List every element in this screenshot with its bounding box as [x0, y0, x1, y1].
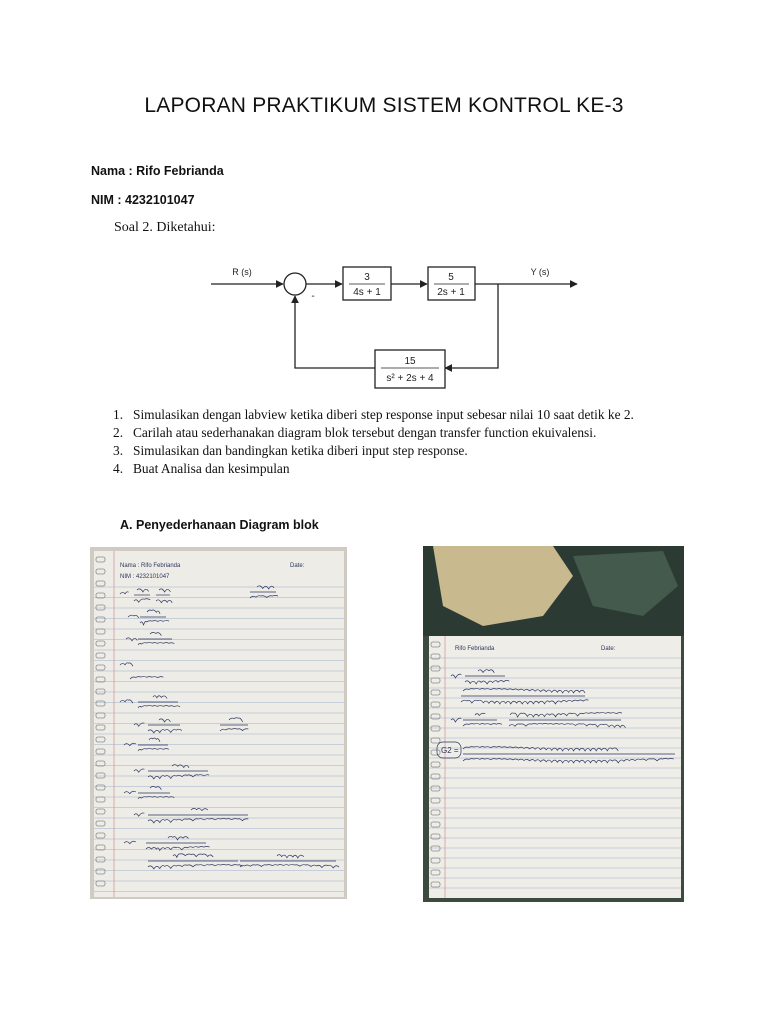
- task-list: [113, 406, 634, 478]
- problem-intro: Soal 2. Diketahui:: [114, 220, 216, 235]
- block-g1-numerator: 3: [364, 272, 370, 283]
- input-label: R (s): [232, 267, 252, 277]
- task-item: 1. Simulasikan dengan labview ketika diberi step response input sebesar nilai 10 saat detik ke 2.: [113, 407, 634, 422]
- student-name: Nama : Rifo Febrianda: [91, 164, 224, 178]
- handwritten-notes-photo-1: [90, 547, 347, 899]
- sum-sign: -: [311, 291, 315, 302]
- block-g2-numerator: 5: [448, 272, 454, 283]
- block-g2-denominator: 2s + 1: [437, 287, 465, 298]
- photo1-header-name: Nama : Rifo Febrianda: [120, 563, 181, 569]
- task-item: 4. Buat Analisa dan kesimpulan: [113, 461, 290, 476]
- block-g1-denominator: 4s + 1: [353, 287, 381, 298]
- photo2-header-name: Rifo Febrianda: [455, 646, 495, 652]
- task-item: 3. Simulasikan dan bandingkan ketika diberi input step response.: [113, 443, 468, 458]
- output-label: Y (s): [530, 267, 550, 277]
- feedback-path-left: [295, 296, 375, 368]
- photo1-nim: NIM : 4232101047: [120, 574, 170, 580]
- page-title: LAPORAN PRAKTIKUM SISTEM KONTROL KE-3: [144, 94, 624, 117]
- block-diagram: [197, 250, 593, 398]
- feedback-numerator: 15: [404, 356, 416, 367]
- handwritten-notes-photo-2: [423, 546, 684, 902]
- feedback-denominator: s² + 2s + 4: [386, 373, 434, 384]
- task-item: 2. Carilah atau sederhanakan diagram blok tersebut dengan transfer function ekuivalensi.: [113, 425, 597, 440]
- photo1-header-date: Date:: [290, 563, 305, 569]
- photo2-result-label: G2 =: [441, 746, 459, 755]
- section-heading-a: A. Penyederhanaan Diagram blok: [120, 518, 319, 532]
- student-nim: NIM : 4232101047: [91, 193, 195, 207]
- photo2-header-date: Date:: [601, 646, 616, 652]
- summing-junction: [284, 273, 306, 295]
